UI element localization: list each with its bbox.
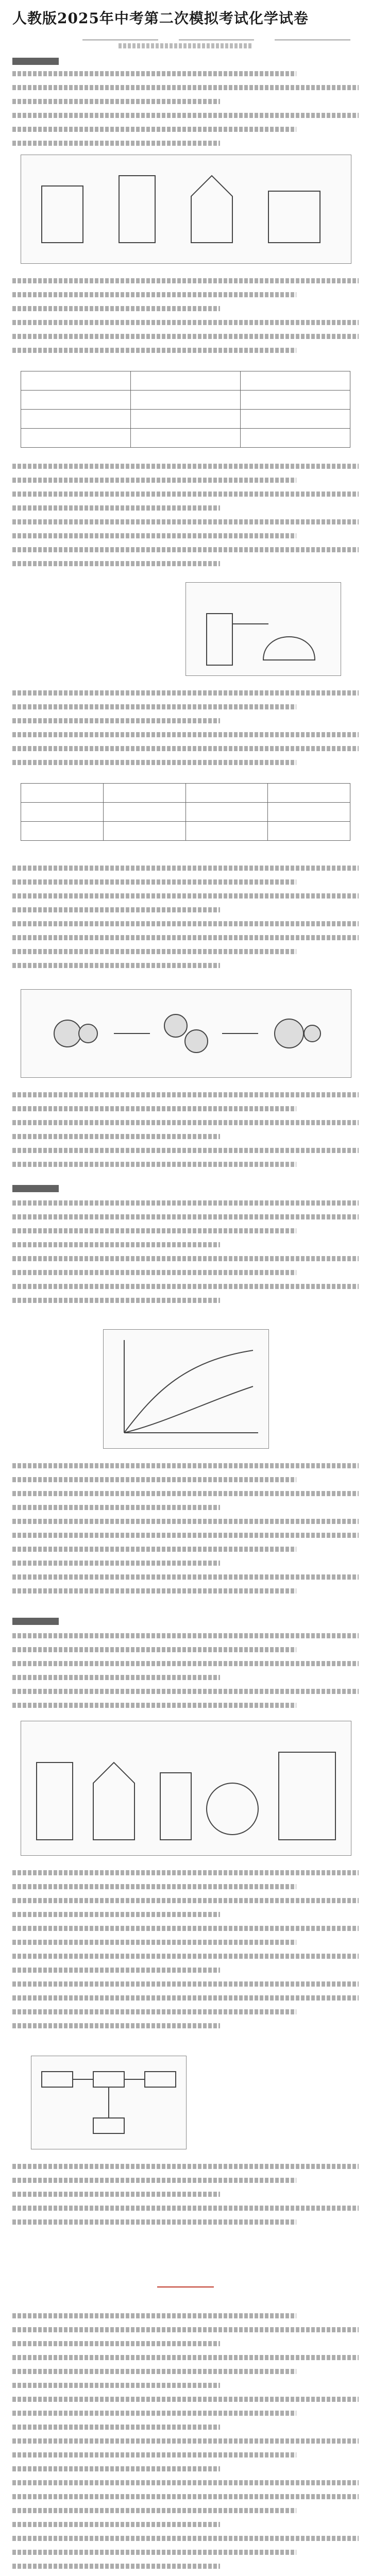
- experiment-apparatus-figure: [21, 1721, 351, 1856]
- exam-header: [12, 6, 359, 29]
- experiment-table-1: [21, 371, 350, 448]
- exam-instructions: [119, 43, 252, 48]
- multiple-choice-block-1: [12, 71, 359, 155]
- flow-drawing: [31, 2056, 186, 2149]
- section-heading-multiple-choice: [12, 58, 59, 65]
- section-heading-experiment: [12, 1618, 59, 1625]
- flow-diagram: [31, 2056, 187, 2149]
- multiple-choice-block-4: [12, 690, 359, 774]
- experiment-block-3: [12, 2164, 359, 2233]
- molecule-diagram: [21, 989, 351, 1078]
- graph-figure: [103, 1329, 269, 1449]
- apparatus-drawing-2: [186, 583, 341, 675]
- experiment-block-1: [12, 1633, 359, 1717]
- section-heading-fill-in: [12, 1185, 59, 1192]
- experiment-block-2: [12, 1870, 359, 2037]
- lab-apparatus-figure-1: [21, 155, 351, 264]
- answer-key-block: [12, 2313, 359, 2576]
- score-blank: [275, 32, 350, 40]
- experiment-table-2: [21, 783, 350, 841]
- answer-key-title: [0, 2283, 371, 2287]
- fill-in-block-1: [12, 1200, 359, 1312]
- student-info-lines: [82, 32, 350, 40]
- multiple-choice-block-3: [12, 464, 359, 575]
- exam-title: 人教版2025年中考第二次模拟考试化学试卷: [12, 10, 309, 27]
- multiple-choice-block-2: [12, 278, 359, 362]
- lab-apparatus-drawing: [21, 155, 351, 263]
- multiple-choice-block-6: [12, 1092, 359, 1176]
- apparatus-figure-2: [185, 582, 341, 676]
- name-blank: [82, 32, 158, 40]
- molecule-drawing: [21, 990, 351, 1077]
- graph-drawing: [104, 1330, 268, 1448]
- fill-in-block-2: [12, 1463, 359, 1602]
- experiment-apparatus-drawing: [21, 1721, 351, 1855]
- class-blank: [179, 32, 255, 40]
- multiple-choice-block-5: [12, 866, 359, 977]
